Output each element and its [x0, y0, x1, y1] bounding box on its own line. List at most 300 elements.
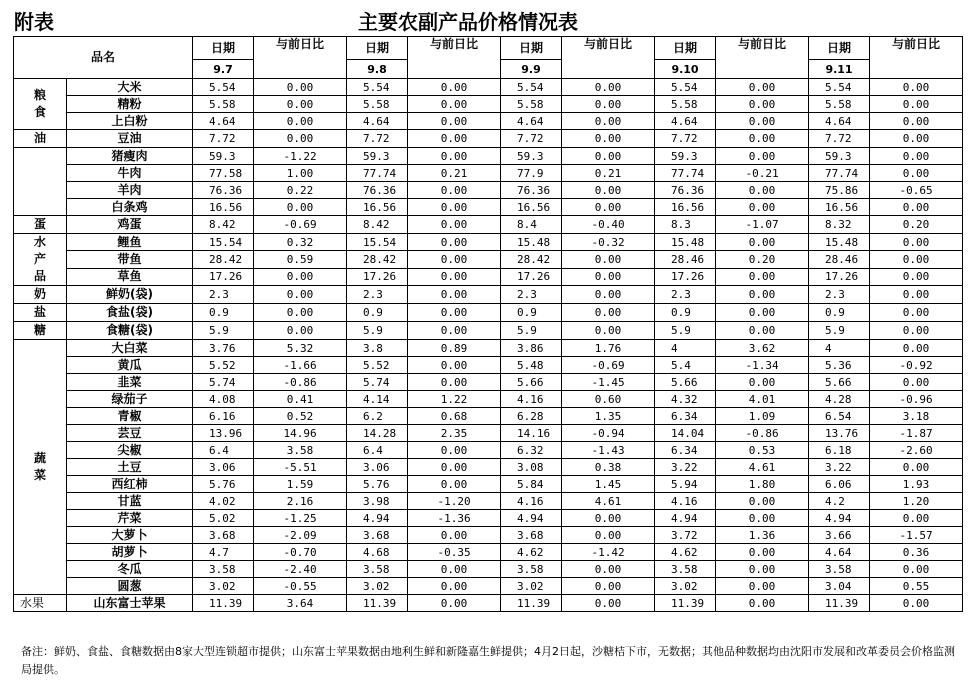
product-name: 青椒: [67, 408, 193, 425]
product-name: 羊肉: [67, 182, 193, 199]
change-cell: 0.00: [716, 578, 809, 595]
change-cell: 0.00: [716, 148, 809, 165]
category-cell: 蔬 菜: [14, 340, 67, 595]
price-cell: 16.56: [655, 199, 716, 216]
product-name: 大白菜: [67, 340, 193, 357]
price-cell: 16.56: [501, 199, 562, 216]
price-cell: 15.48: [501, 234, 562, 251]
price-cell: 8.42: [347, 216, 408, 234]
price-cell: 5.76: [347, 476, 408, 493]
change-cell: -0.32: [562, 234, 655, 251]
price-cell: 28.46: [809, 251, 870, 268]
price-cell: 3.68: [347, 527, 408, 544]
change-cell: 1.59: [254, 476, 347, 493]
change-cell: 0.00: [562, 561, 655, 578]
price-cell: 3.58: [501, 561, 562, 578]
change-cell: 0.60: [562, 391, 655, 408]
table-row: [14, 357, 963, 374]
change-cell: 2.35: [408, 425, 501, 442]
category-cell: 水 产 品: [14, 234, 67, 286]
product-name: 圆葱: [67, 578, 193, 595]
price-cell: 17.26: [347, 268, 408, 285]
price-cell: 4.16: [501, 493, 562, 510]
change-cell: 0.00: [716, 493, 809, 510]
price-cell: 6.4: [193, 442, 254, 459]
change-cell: 0.32: [254, 234, 347, 251]
price-cell: 16.56: [347, 199, 408, 216]
change-cell: 0.22: [254, 182, 347, 199]
date-header: 日期: [655, 37, 716, 60]
change-cell: -1.45: [562, 374, 655, 391]
price-cell: 17.26: [655, 268, 716, 285]
change-cell: 0.00: [254, 79, 347, 96]
table-row: [14, 561, 963, 578]
category-cell: 蛋: [14, 216, 67, 234]
product-name: 胡萝卜: [67, 544, 193, 561]
price-cell: 6.2: [347, 408, 408, 425]
table-row: [14, 96, 963, 113]
change-cell: 0.00: [562, 199, 655, 216]
change-cell: 0.00: [870, 79, 963, 96]
change-cell: 1.22: [408, 391, 501, 408]
price-cell: 3.02: [655, 578, 716, 595]
change-cell: 0.00: [870, 340, 963, 357]
price-cell: 5.58: [809, 96, 870, 113]
change-cell: 0.21: [562, 165, 655, 182]
table-row: [14, 199, 963, 216]
change-cell: 0.00: [408, 216, 501, 234]
price-cell: 6.06: [809, 476, 870, 493]
price-cell: 15.54: [193, 234, 254, 251]
change-cell: -0.96: [870, 391, 963, 408]
header-row: [14, 37, 963, 60]
price-cell: 3.04: [809, 578, 870, 595]
price-cell: 16.56: [193, 199, 254, 216]
price-cell: 11.39: [193, 595, 254, 612]
price-cell: 2.3: [193, 286, 254, 304]
price-cell: 4.94: [655, 510, 716, 527]
price-cell: 4.68: [347, 544, 408, 561]
price-cell: 59.3: [347, 148, 408, 165]
price-cell: 4.94: [501, 510, 562, 527]
change-header: 与前日比: [716, 37, 809, 79]
product-name: 韭菜: [67, 374, 193, 391]
price-cell: 4.2: [809, 493, 870, 510]
price-cell: 5.9: [501, 322, 562, 340]
change-cell: 0.00: [408, 561, 501, 578]
price-cell: 77.74: [809, 165, 870, 182]
table-title: 主要农副产品价格情况表: [358, 10, 578, 34]
change-cell: 0.59: [254, 251, 347, 268]
change-cell: -2.09: [254, 527, 347, 544]
table-row: [14, 442, 963, 459]
product-header: 品名: [14, 37, 193, 79]
price-cell: 0.9: [193, 304, 254, 322]
product-name: 大萝卜: [67, 527, 193, 544]
price-cell: 6.4: [347, 442, 408, 459]
date-value: 9.9: [501, 60, 562, 79]
category-cell: 油: [14, 130, 67, 148]
product-name: 草鱼: [67, 268, 193, 285]
category-cell: 粮 食: [14, 79, 67, 130]
change-cell: 0.00: [562, 79, 655, 96]
change-cell: 0.00: [716, 113, 809, 130]
change-cell: -1.20: [408, 493, 501, 510]
change-cell: 0.00: [716, 130, 809, 148]
change-cell: 0.00: [716, 561, 809, 578]
change-cell: 1.35: [562, 408, 655, 425]
price-cell: 4.64: [809, 544, 870, 561]
change-cell: 1.20: [870, 493, 963, 510]
price-cell: 76.36: [655, 182, 716, 199]
change-cell: -5.51: [254, 459, 347, 476]
price-cell: 59.3: [809, 148, 870, 165]
change-cell: 0.00: [408, 322, 501, 340]
date-value: 9.8: [347, 60, 408, 79]
table-row: [14, 340, 963, 357]
price-cell: 5.4: [655, 357, 716, 374]
table-row: [14, 476, 963, 493]
change-cell: 0.00: [562, 148, 655, 165]
price-cell: 2.3: [501, 286, 562, 304]
table-row: [14, 493, 963, 510]
change-cell: 0.00: [562, 130, 655, 148]
price-cell: 4.7: [193, 544, 254, 561]
price-cell: 5.9: [655, 322, 716, 340]
price-cell: 3.06: [347, 459, 408, 476]
price-cell: 5.58: [655, 96, 716, 113]
price-cell: 5.52: [347, 357, 408, 374]
price-cell: 8.42: [193, 216, 254, 234]
price-cell: 59.3: [501, 148, 562, 165]
price-cell: 5.54: [809, 79, 870, 96]
change-cell: 0.00: [562, 595, 655, 612]
table-row: [14, 79, 963, 96]
change-cell: -0.65: [870, 182, 963, 199]
product-name: 豆油: [67, 130, 193, 148]
change-cell: 0.00: [408, 476, 501, 493]
change-cell: 0.00: [870, 234, 963, 251]
table-row: [14, 510, 963, 527]
change-cell: 0.00: [870, 322, 963, 340]
change-cell: 0.00: [254, 130, 347, 148]
price-cell: 0.9: [347, 304, 408, 322]
change-header: 与前日比: [562, 37, 655, 79]
price-cell: 5.54: [193, 79, 254, 96]
change-cell: 0.00: [870, 268, 963, 285]
change-cell: 0.00: [254, 113, 347, 130]
price-cell: 3.98: [347, 493, 408, 510]
change-cell: 0.89: [408, 340, 501, 357]
price-cell: 8.3: [655, 216, 716, 234]
category-cell: 水果: [14, 595, 67, 612]
change-cell: -0.69: [562, 357, 655, 374]
price-cell: 4.64: [193, 113, 254, 130]
price-cell: 5.58: [193, 96, 254, 113]
price-cell: 7.72: [655, 130, 716, 148]
change-cell: 4.61: [716, 459, 809, 476]
category-cell: 奶: [14, 286, 67, 304]
change-cell: 0.00: [254, 96, 347, 113]
table-row: [14, 322, 963, 340]
price-cell: 15.54: [347, 234, 408, 251]
price-cell: 2.3: [809, 286, 870, 304]
table-row: [14, 216, 963, 234]
price-cell: 0.9: [655, 304, 716, 322]
change-cell: 0.00: [716, 96, 809, 113]
price-cell: 17.26: [501, 268, 562, 285]
price-cell: 2.3: [655, 286, 716, 304]
change-cell: -1.22: [254, 148, 347, 165]
product-name: 土豆: [67, 459, 193, 476]
change-cell: 0.00: [562, 322, 655, 340]
price-cell: 4: [655, 340, 716, 357]
price-cell: 11.39: [501, 595, 562, 612]
price-cell: 0.9: [501, 304, 562, 322]
change-cell: 0.00: [408, 113, 501, 130]
price-cell: 5.52: [193, 357, 254, 374]
change-cell: 1.76: [562, 340, 655, 357]
price-cell: 5.9: [809, 322, 870, 340]
change-cell: 0.00: [870, 251, 963, 268]
price-cell: 6.28: [501, 408, 562, 425]
change-cell: 0.00: [716, 234, 809, 251]
product-name: 甘蓝: [67, 493, 193, 510]
product-name: 大米: [67, 79, 193, 96]
price-cell: 59.3: [193, 148, 254, 165]
change-cell: -1.34: [716, 357, 809, 374]
price-cell: 6.34: [655, 408, 716, 425]
price-cell: 4.08: [193, 391, 254, 408]
change-cell: 0.00: [716, 374, 809, 391]
price-cell: 76.36: [347, 182, 408, 199]
change-cell: 0.00: [562, 251, 655, 268]
change-cell: 0.00: [562, 96, 655, 113]
change-cell: 0.00: [716, 322, 809, 340]
price-cell: 77.74: [347, 165, 408, 182]
price-cell: 5.48: [501, 357, 562, 374]
change-cell: 1.09: [716, 408, 809, 425]
change-cell: 0.00: [870, 374, 963, 391]
change-cell: 0.00: [408, 268, 501, 285]
change-cell: 4.01: [716, 391, 809, 408]
date-header: 日期: [809, 37, 870, 60]
price-cell: 5.9: [347, 322, 408, 340]
product-name: 西红柿: [67, 476, 193, 493]
price-cell: 3.22: [655, 459, 716, 476]
table-row: [14, 595, 963, 612]
price-cell: 14.28: [347, 425, 408, 442]
price-cell: 8.32: [809, 216, 870, 234]
change-cell: -1.57: [870, 527, 963, 544]
change-cell: 0.00: [408, 199, 501, 216]
price-cell: 4.28: [809, 391, 870, 408]
price-cell: 5.02: [193, 510, 254, 527]
product-name: 猪瘦肉: [67, 148, 193, 165]
price-cell: 6.32: [501, 442, 562, 459]
change-cell: -1.36: [408, 510, 501, 527]
change-cell: 4.61: [562, 493, 655, 510]
change-cell: 0.00: [716, 510, 809, 527]
price-cell: 77.74: [655, 165, 716, 182]
product-name: 山东富士苹果: [67, 595, 193, 612]
price-cell: 3.68: [501, 527, 562, 544]
price-cell: 5.36: [809, 357, 870, 374]
price-cell: 4.02: [193, 493, 254, 510]
price-cell: 3.02: [193, 578, 254, 595]
price-cell: 7.72: [347, 130, 408, 148]
table-row: [14, 459, 963, 476]
price-cell: 76.36: [501, 182, 562, 199]
table-row: [14, 304, 963, 322]
change-cell: 0.00: [408, 251, 501, 268]
price-cell: 5.66: [809, 374, 870, 391]
price-cell: 5.58: [347, 96, 408, 113]
product-name: 鲤鱼: [67, 234, 193, 251]
price-cell: 15.48: [655, 234, 716, 251]
price-cell: 3.02: [347, 578, 408, 595]
change-cell: 0.00: [408, 595, 501, 612]
price-cell: 11.39: [809, 595, 870, 612]
change-cell: 0.00: [870, 199, 963, 216]
price-cell: 14.04: [655, 425, 716, 442]
price-cell: 77.9: [501, 165, 562, 182]
change-cell: 0.00: [870, 595, 963, 612]
price-cell: 76.36: [193, 182, 254, 199]
change-cell: -0.94: [562, 425, 655, 442]
product-name: 带鱼: [67, 251, 193, 268]
price-cell: 28.42: [193, 251, 254, 268]
change-cell: -2.60: [870, 442, 963, 459]
change-cell: 0.00: [408, 96, 501, 113]
product-name: 绿茄子: [67, 391, 193, 408]
change-cell: -0.21: [716, 165, 809, 182]
price-cell: 4.16: [655, 493, 716, 510]
change-cell: 0.00: [716, 268, 809, 285]
change-cell: -2.40: [254, 561, 347, 578]
change-cell: 0.00: [870, 459, 963, 476]
change-cell: 0.00: [562, 510, 655, 527]
price-cell: 6.34: [655, 442, 716, 459]
product-name: 食盐(袋): [67, 304, 193, 322]
product-name: 鲜奶(袋): [67, 286, 193, 304]
date-value: 9.7: [193, 60, 254, 79]
price-cell: 6.54: [809, 408, 870, 425]
product-name: 精粉: [67, 96, 193, 113]
product-name: 上白粉: [67, 113, 193, 130]
table-row: [14, 251, 963, 268]
price-cell: 3.76: [193, 340, 254, 357]
change-cell: 0.00: [716, 79, 809, 96]
change-cell: 0.21: [408, 165, 501, 182]
change-cell: 0.00: [408, 357, 501, 374]
change-header: 与前日比: [870, 37, 963, 79]
price-cell: 13.76: [809, 425, 870, 442]
price-cell: 5.74: [193, 374, 254, 391]
price-cell: 5.58: [501, 96, 562, 113]
change-cell: 0.00: [716, 199, 809, 216]
price-cell: 13.96: [193, 425, 254, 442]
price-cell: 28.42: [347, 251, 408, 268]
price-cell: 5.54: [501, 79, 562, 96]
product-name: 黄瓜: [67, 357, 193, 374]
change-cell: -1.43: [562, 442, 655, 459]
change-cell: -1.42: [562, 544, 655, 561]
table-row: [14, 544, 963, 561]
price-cell: 0.9: [809, 304, 870, 322]
change-cell: 0.41: [254, 391, 347, 408]
footnote: 备注：鲜奶、食盐、食糖数据由8家大型连锁超市提供；山东富士苹果数据由地利生鲜和新隆嘉生鲜提供；4月2日起，沙糖桔下市，无数据；其他品种数据均由沈阳市发展和改革委员会价格监测局提供。: [21, 645, 955, 676]
table-row: [14, 148, 963, 165]
price-cell: 75.86: [809, 182, 870, 199]
change-cell: 0.00: [562, 182, 655, 199]
price-cell: 28.46: [655, 251, 716, 268]
price-cell: 4.64: [501, 113, 562, 130]
change-cell: 0.00: [254, 199, 347, 216]
product-name: 尖椒: [67, 442, 193, 459]
change-cell: 0.20: [870, 216, 963, 234]
product-name: 芹菜: [67, 510, 193, 527]
price-cell: 6.18: [809, 442, 870, 459]
change-cell: 0.00: [408, 442, 501, 459]
change-cell: 0.00: [254, 304, 347, 322]
change-cell: 0.00: [562, 578, 655, 595]
product-name: 冬瓜: [67, 561, 193, 578]
change-cell: 1.80: [716, 476, 809, 493]
change-cell: -0.35: [408, 544, 501, 561]
date-value: 9.11: [809, 60, 870, 79]
change-cell: 0.00: [562, 304, 655, 322]
change-cell: 0.00: [408, 374, 501, 391]
price-cell: 11.39: [655, 595, 716, 612]
price-cell: 3.86: [501, 340, 562, 357]
change-cell: 0.00: [254, 286, 347, 304]
price-cell: 4: [809, 340, 870, 357]
price-cell: 3.58: [655, 561, 716, 578]
change-cell: 0.00: [870, 561, 963, 578]
price-cell: 17.26: [193, 268, 254, 285]
price-cell: 3.58: [809, 561, 870, 578]
change-cell: 0.00: [408, 148, 501, 165]
price-cell: 5.54: [655, 79, 716, 96]
change-cell: 0.00: [254, 322, 347, 340]
change-cell: 0.00: [254, 268, 347, 285]
price-cell: 3.22: [809, 459, 870, 476]
price-cell: 3.68: [193, 527, 254, 544]
change-cell: -0.86: [716, 425, 809, 442]
price-cell: 4.16: [501, 391, 562, 408]
change-cell: 0.36: [870, 544, 963, 561]
change-cell: 0.00: [716, 544, 809, 561]
price-cell: 4.32: [655, 391, 716, 408]
change-cell: 0.52: [254, 408, 347, 425]
price-cell: 5.66: [501, 374, 562, 391]
change-cell: 2.16: [254, 493, 347, 510]
date-header: 日期: [347, 37, 408, 60]
table-row: [14, 113, 963, 130]
table-row: [14, 408, 963, 425]
change-cell: 0.00: [870, 165, 963, 182]
category-cell: 糖: [14, 322, 67, 340]
price-cell: 4.62: [655, 544, 716, 561]
price-cell: 77.58: [193, 165, 254, 182]
date-header: 日期: [501, 37, 562, 60]
change-cell: -0.40: [562, 216, 655, 234]
price-cell: 4.62: [501, 544, 562, 561]
change-cell: 1.36: [716, 527, 809, 544]
table-row: [14, 527, 963, 544]
change-cell: 0.00: [408, 182, 501, 199]
